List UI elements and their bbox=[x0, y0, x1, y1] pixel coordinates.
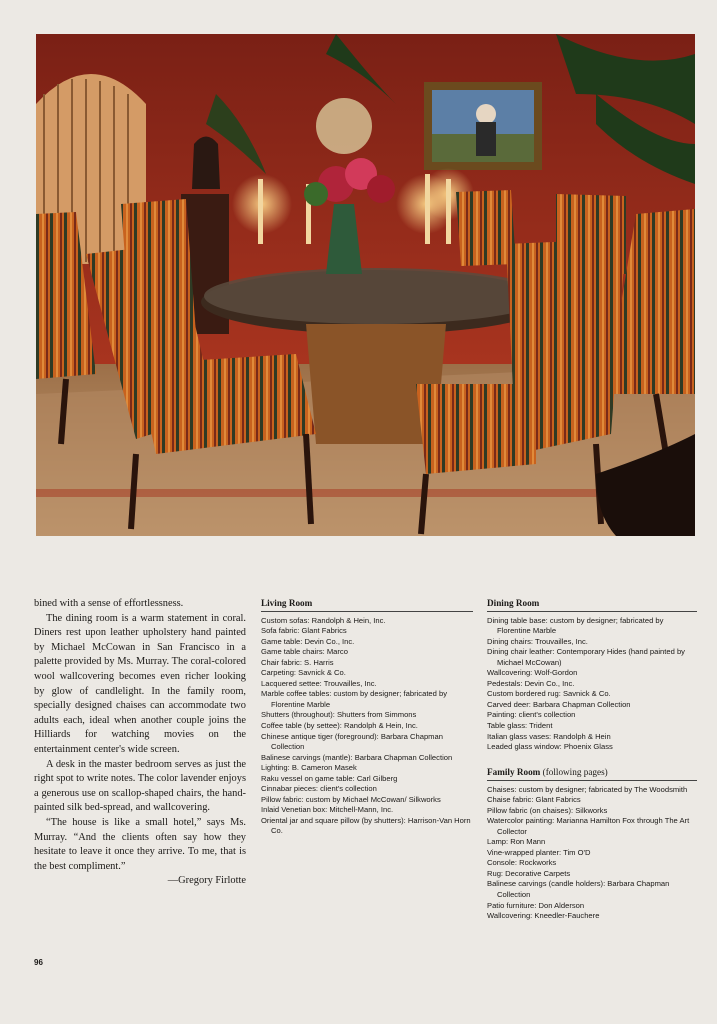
article-paragraph: The dining room is a warm statement in coral. Diners rest upon leather upholstery hand painted by Michael McCowan in San Francisco in a palette provided by Ms. Murray. The coral-colored wool wallcovering becomes even richer looking by glow of candlelight. In the family room, specially designed chaises can accommodate two adults each, ideal when another couple joins the Hilliards for watching movies on the entertainment center's wide screen. bbox=[34, 612, 246, 755]
credit-item: Console: Rockworks bbox=[487, 858, 557, 868]
credit-item: Leaded glass window: Phoenix Glass bbox=[487, 742, 613, 752]
credit-item: Carpeting: Savnick & Co. bbox=[261, 668, 346, 678]
author-byline: —Gregory Firlotte bbox=[167, 875, 246, 887]
credit-item: Custom bordered rug: Savnick & Co. bbox=[487, 689, 611, 699]
dining-room-illustration bbox=[36, 34, 695, 536]
article-body bbox=[34, 597, 246, 889]
credit-item: Painting: client's collection bbox=[487, 710, 576, 720]
credit-item: Chaises: custom by designer; fabricated by The Woodsmith bbox=[487, 784, 688, 794]
credit-item: Pillow fabric: custom by Michael McCowan/ Silkworks bbox=[261, 794, 441, 804]
dining-room-photograph bbox=[36, 34, 695, 536]
credit-item: Table glass: Trident bbox=[487, 721, 553, 731]
credit-item: Lamp: Ron Mann bbox=[487, 837, 546, 847]
family-room-heading: Family Room bbox=[487, 767, 541, 777]
credit-item: Dining chair leather: Contemporary Hides (hand painted by Michael McCowan) bbox=[487, 647, 685, 667]
credit-item: Wallcovering: Kneedler-Fauchere bbox=[487, 911, 600, 921]
credit-item: Chair fabric: S. Harris bbox=[261, 657, 334, 667]
credit-item: Chaise fabric: Glant Fabrics bbox=[487, 795, 581, 805]
credit-item: Cinnabar pieces: client's collection bbox=[261, 784, 377, 794]
credit-item: Dining table base: custom by designer; fabricated by Florentine Marble bbox=[487, 615, 664, 636]
credit-item: Patio furniture: Don Alderson bbox=[487, 900, 585, 910]
credit-item: Lacquered settee: Trouvailles, Inc. bbox=[261, 678, 377, 688]
credit-item: Wallcovering: Wolf-Gordon bbox=[487, 668, 578, 678]
credit-item: Lighting: B. Cameron Masek bbox=[261, 763, 357, 773]
credit-item: Inlaid Venetian box: Mitchell-Mann, Inc. bbox=[261, 805, 394, 815]
credit-item: Pillow fabric (on chaises): Silkworks bbox=[487, 805, 608, 815]
credit-item: Shutters (throughout): Shutters from Simmons bbox=[261, 710, 417, 720]
family-room-list bbox=[487, 785, 697, 922]
dining-room-list bbox=[487, 616, 697, 753]
credit-item: Watercolor painting: Marianna Hamilton Fox through The Art Collector bbox=[487, 816, 690, 836]
article-paragraph: “The house is like a small hotel,” says Ms. Murray. “And the clients often say how they hesitate to leave it once they arrive. To me, that is the best compliment.” bbox=[34, 816, 246, 872]
credit-item: Marble coffee tables: custom by designer; fabricated by Florentine Marble bbox=[261, 689, 448, 709]
article-paragraph: A desk in the master bedroom serves as just the right spot to write notes. The color lavender enjoys a generous use on scallop-shaped chairs, the hand-painted silk bed-spread, and wallcovering. bbox=[34, 758, 246, 814]
dining-room-credits bbox=[487, 598, 697, 753]
credit-item: Raku vessel on game table: Carl Gilberg bbox=[261, 773, 398, 783]
family-room-credits bbox=[487, 767, 697, 922]
dining-room-heading: Dining Room bbox=[487, 598, 697, 612]
credit-item: Rug: Decorative Carpets bbox=[487, 868, 571, 878]
credit-item: Custom sofas: Randolph & Hein, Inc. bbox=[261, 615, 386, 625]
credit-item: Dining chairs: Trouvailles, Inc. bbox=[487, 636, 588, 646]
credit-item: Coffee table (by settee): Randolph & Hein, Inc. bbox=[261, 721, 418, 731]
credit-item: Pedestals: Devin Co., Inc. bbox=[487, 678, 575, 688]
family-room-subheading: (following pages) bbox=[542, 767, 608, 777]
credit-item: Oriental jar and square pillow (by shutters): Harrison-Van Horn Co. bbox=[261, 815, 471, 836]
page-number: 96 bbox=[34, 958, 43, 967]
living-room-heading: Living Room bbox=[261, 598, 473, 612]
credit-item: Game table chairs: Marco bbox=[261, 647, 348, 657]
credit-item: Balinese carvings (candle holders): Barbara Chapman Collection bbox=[487, 879, 670, 900]
credit-item: Chinese antique tiger (foreground): Barbara Chapman Collection bbox=[261, 731, 443, 752]
credit-item: Game table: Devin Co., Inc. bbox=[261, 636, 355, 646]
article-paragraph: bined with a sense of effortlessness. bbox=[34, 598, 184, 609]
living-room-list bbox=[261, 616, 473, 837]
credit-item: Carved deer: Barbara Chapman Collection bbox=[487, 699, 631, 709]
credit-item: Vine-wrapped planter: Tim O'D bbox=[487, 847, 591, 857]
credit-item: Italian glass vases: Randolph & Hein bbox=[487, 731, 611, 741]
credit-item: Sofa fabric: Glant Fabrics bbox=[261, 626, 347, 636]
living-room-credits bbox=[261, 598, 473, 837]
credit-item: Balinese carvings (mantle): Barbara Chapman Collection bbox=[261, 752, 453, 762]
family-room-heading-row bbox=[487, 767, 697, 781]
